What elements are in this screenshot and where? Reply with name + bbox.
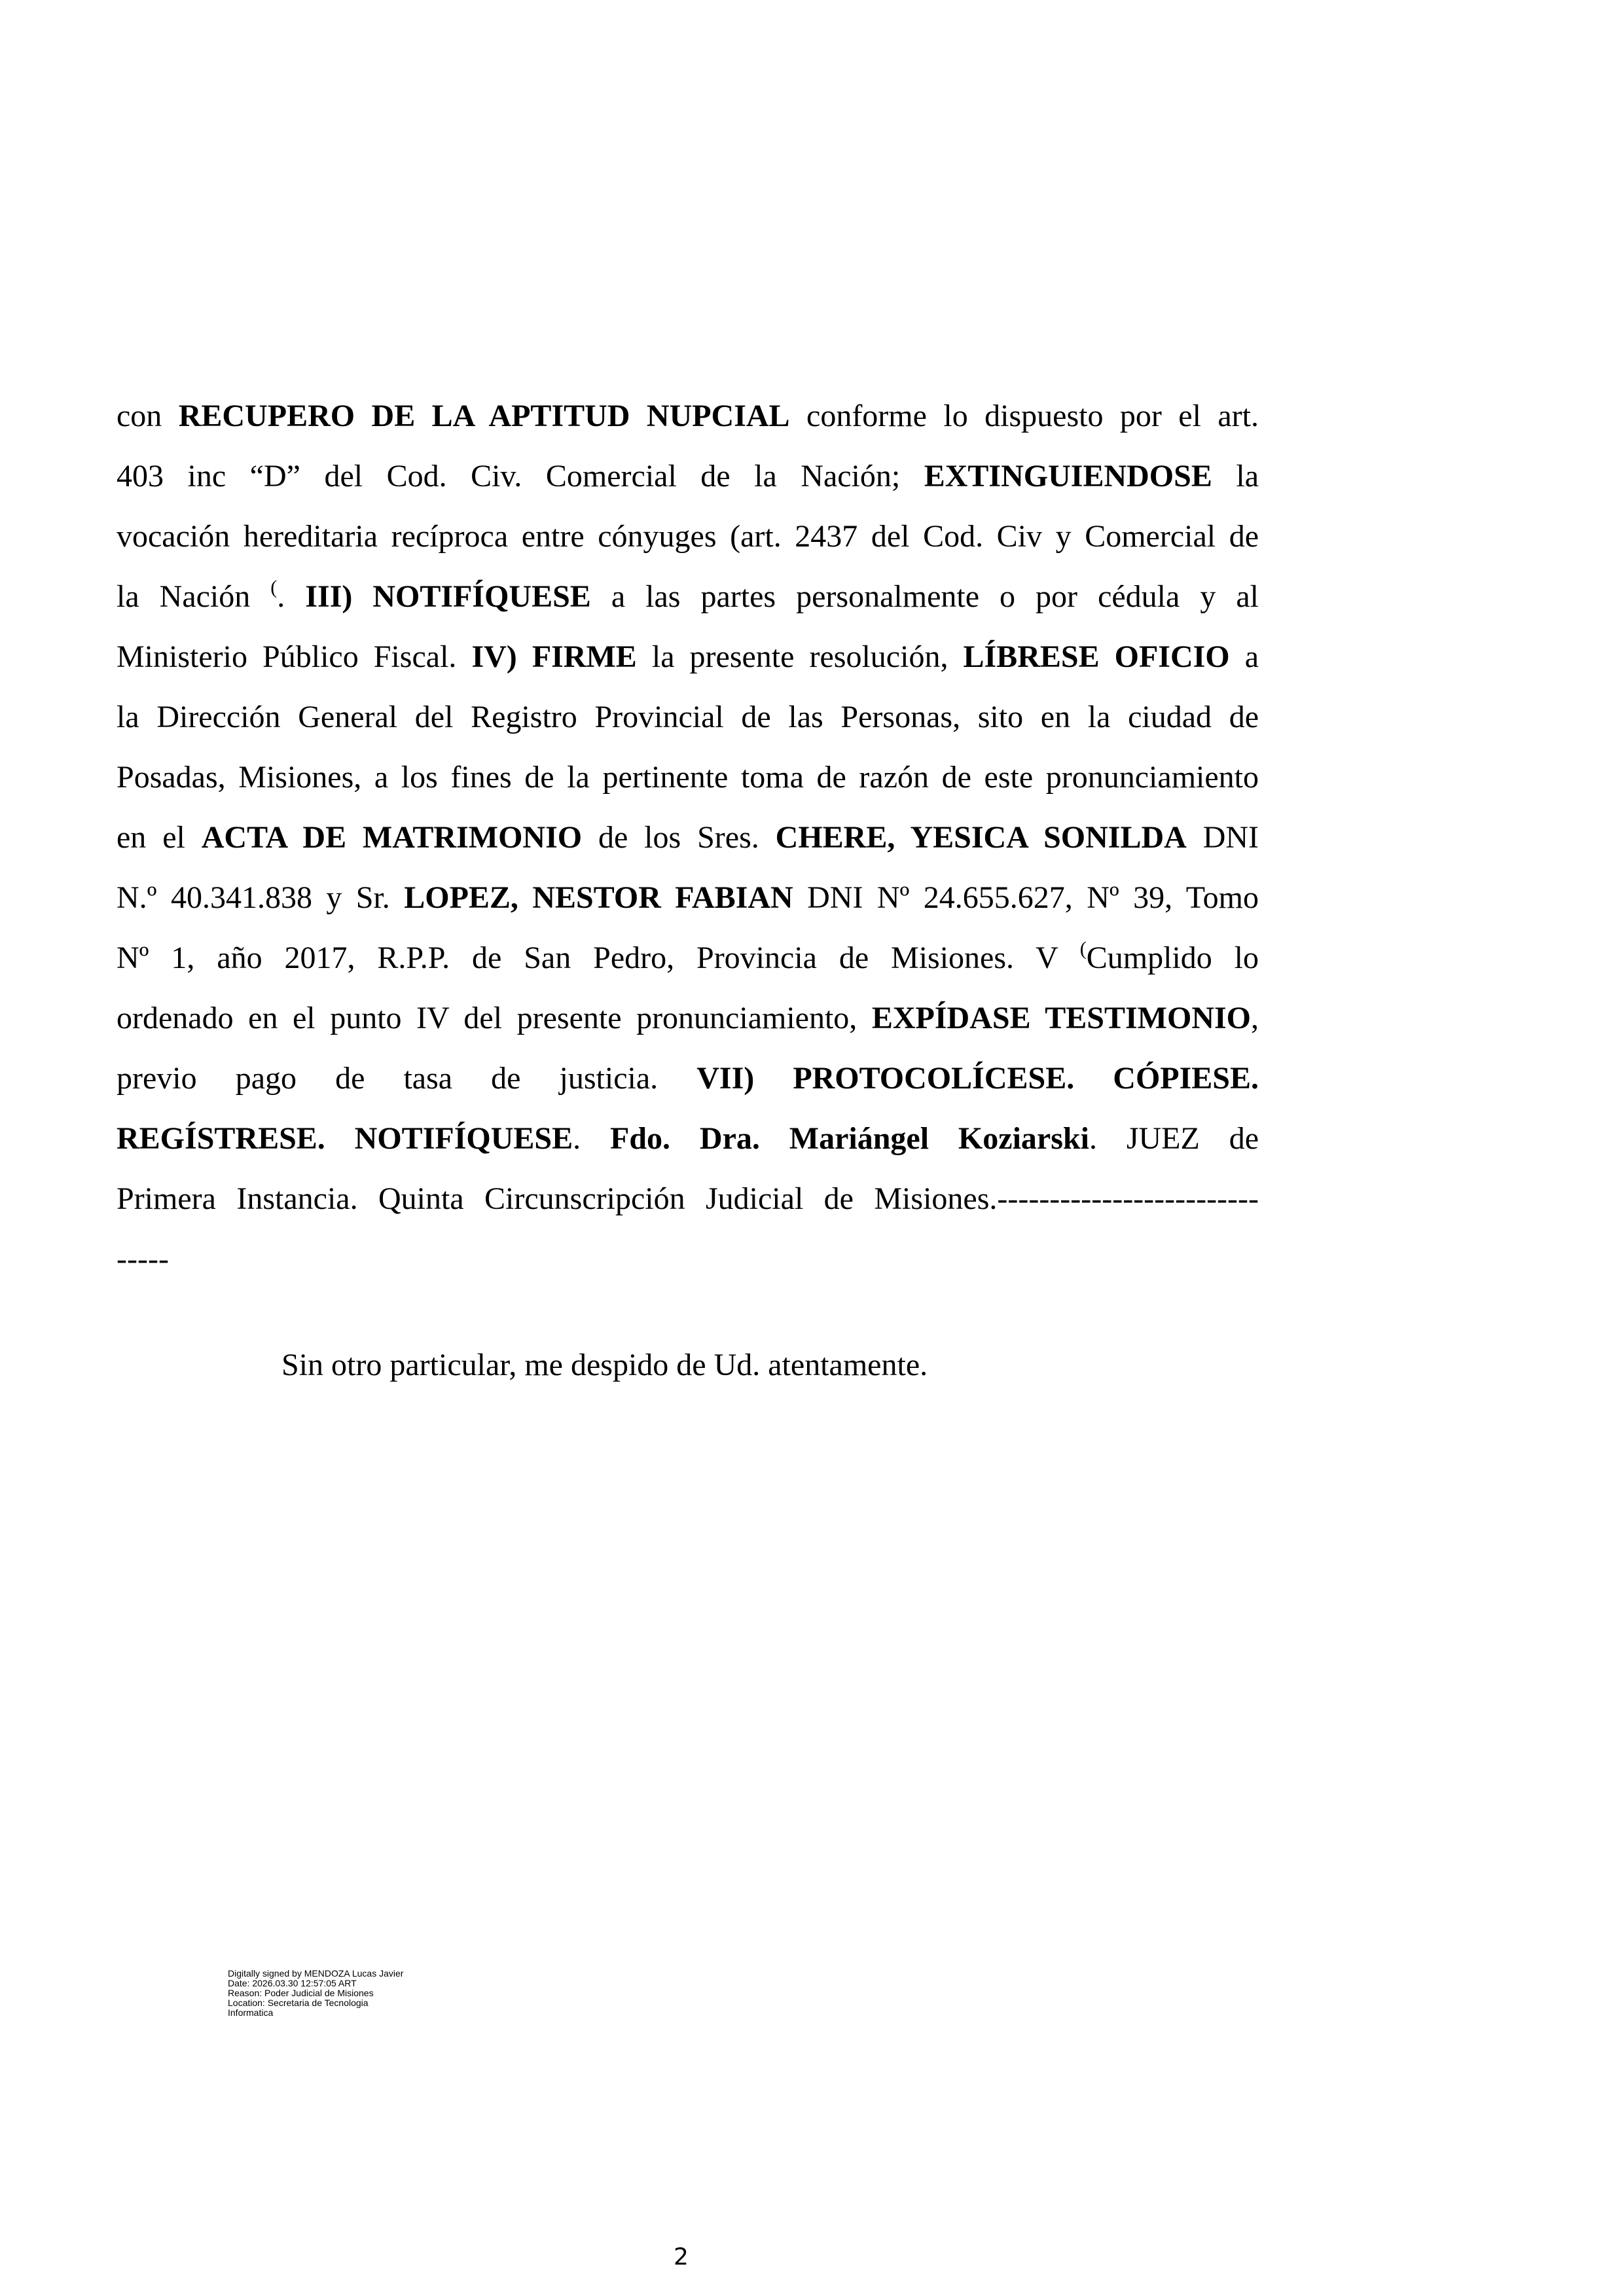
bold-text-segment: IV) FIRME [471, 639, 637, 674]
bold-text-segment: CHERE, YESICA SONILDA [775, 820, 1187, 855]
text-segment: Ministerio Público Fiscal. [117, 639, 472, 674]
text-segment: DNI Nº 24.655.627, Nº 39, Tomo [793, 880, 1259, 915]
text-segment: la Nación [117, 579, 271, 614]
bold-text-segment: ACTA DE MATRIMONIO [201, 820, 583, 855]
body-text-line [117, 988, 1259, 1049]
bold-text-segment: VII) PROTOCOLÍCESE. CÓPIESE. [696, 1061, 1259, 1096]
text-segment: Nº 1, año 2017, R.P.P. de San Pedro, Provincia de Misiones. V [117, 941, 1080, 975]
text-segment: vocación hereditaria recíproca entre cónyuges (art. 2437 del Cod. Civ y Comercial de [117, 519, 1259, 554]
body-text-line [117, 507, 1259, 567]
text-segment: Primera Instancia. Quinta Circunscripción Judicial de Misiones.------------------------- [117, 1181, 1259, 1216]
text-segment: ( [1079, 938, 1087, 960]
text-segment: ordenado en el punto IV del presente pronunciamiento, [117, 1001, 872, 1035]
bold-text-segment: EXTINGUIENDOSE [924, 459, 1212, 493]
bold-text-segment: LOPEZ, NESTOR FABIAN [404, 880, 793, 915]
text-segment: a [1229, 639, 1259, 674]
page-number: 2 [674, 2244, 689, 2270]
body-text-line [117, 446, 1259, 507]
text-segment: . [573, 1121, 610, 1156]
signature-location-line-cont: Informatica [228, 2007, 274, 2018]
bold-text-segment: RECUPERO DE LA APTITUD NUPCIAL [178, 399, 790, 433]
bold-text-segment: LÍBRESE OFICIO [963, 639, 1230, 674]
body-text-line [117, 928, 1259, 988]
text-segment: . JUEZ de [1089, 1121, 1259, 1156]
body-text-line [117, 687, 1259, 747]
body-text-line [117, 1109, 1259, 1169]
body-text-line [117, 747, 1259, 808]
bold-text-segment: EXPÍDASE TESTIMONIO [871, 1001, 1252, 1035]
signature-reason-line: Reason: Poder Judicial de Misiones [228, 1988, 374, 1998]
text-segment: . [277, 579, 306, 614]
bold-text-segment: III) NOTIFÍQUESE [305, 579, 591, 614]
body-text-line [117, 386, 1259, 446]
text-segment: 403 inc “D” del Cod. Civ. Comercial de la Nación; [117, 459, 924, 493]
closing-sentence: Sin otro particular, me despido de Ud. atentamente. [281, 1348, 928, 1382]
text-segment: la [1212, 459, 1259, 493]
text-segment: la presente resolución, [636, 639, 964, 674]
signature-signer-line: Digitally signed by MENDOZA Lucas Javier [228, 1968, 404, 1979]
text-segment: a las partes personalmente o por cédula y al [590, 579, 1259, 614]
text-segment: con [117, 399, 179, 433]
signature-location-line: Location: Secretaria de Tecnologia [228, 1998, 369, 2008]
bold-text-segment: Fdo. Dra. Mariángel Koziarski [610, 1121, 1089, 1156]
body-text-line [117, 1169, 1259, 1229]
text-segment: conforme lo dispuesto por el art. [789, 399, 1259, 433]
body-text-line [117, 1049, 1259, 1109]
text-segment: Cumplido lo [1086, 941, 1259, 975]
text-segment: DNI [1186, 820, 1259, 855]
digital-signature-block [228, 1969, 403, 2018]
text-segment: de los Sres. [582, 820, 776, 855]
body-text-line [117, 567, 1259, 627]
body-text-line [117, 627, 1259, 687]
body-text-line [117, 808, 1259, 868]
text-segment: en el [117, 820, 202, 855]
text-segment: previo pago de tasa de justicia. [117, 1061, 697, 1096]
body-text-line [117, 1229, 1259, 1289]
text-segment: , [1251, 1001, 1259, 1035]
text-segment: N.º 40.341.838 y Sr. [117, 880, 405, 915]
text-segment: ( [270, 577, 278, 598]
bold-text-segment: REGÍSTRESE. NOTIFÍQUESE [117, 1121, 573, 1156]
signature-date-line: Date: 2026.03.30 12:57:05 ART [228, 1978, 357, 1988]
text-segment: Posadas, Misiones, a los fines de la pertinente toma de razón de este pronunciamiento [117, 760, 1259, 795]
text-segment: la Dirección General del Registro Provincial de las Personas, sito en la ciudad de [117, 700, 1259, 734]
resolution-body-text [117, 386, 1259, 1289]
body-text-line [117, 868, 1259, 928]
text-segment: ----- [117, 1242, 169, 1276]
